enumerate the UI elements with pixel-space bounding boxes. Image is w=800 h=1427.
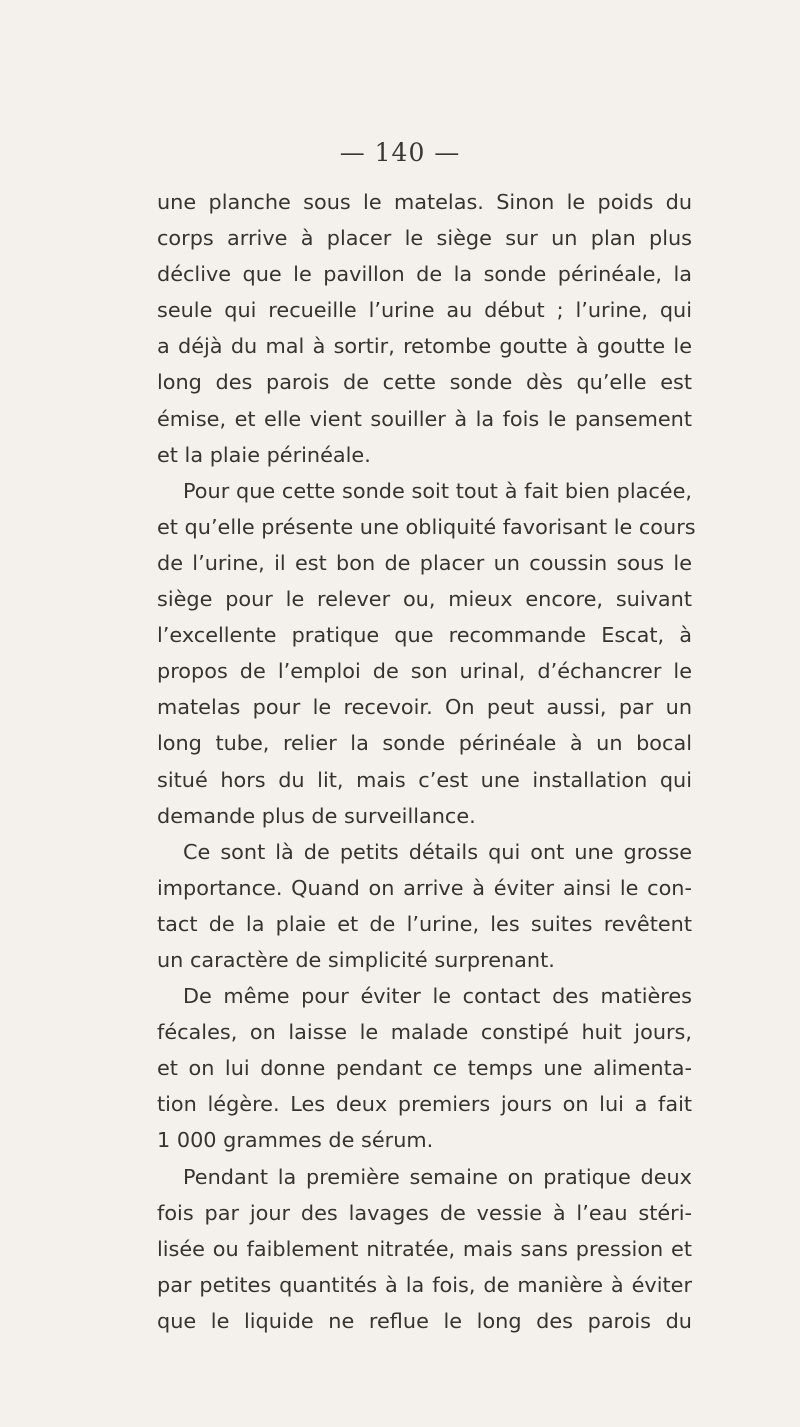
text-line: émise, et elle vient souiller à la fois le pansement: [157, 406, 692, 431]
page-body-text: [157, 184, 696, 1339]
text-line: De même pour éviter le contact des matières: [183, 984, 692, 1009]
text-line: fécales, on laisse le malade constipé huit jours,: [157, 1020, 692, 1045]
text-line: long des parois de cette sonde dès qu’elle est: [157, 370, 692, 395]
text-line: que le liquide ne reflue le long des parois du: [157, 1308, 692, 1333]
text-line: par petites quantités à la fois, de manière à éviter: [157, 1272, 692, 1297]
paragraph: [157, 1159, 692, 1339]
text-line: et on lui donne pendant ce temps une alimenta-: [157, 1056, 692, 1081]
text-line: siège pour le relever ou, mieux encore, suivant: [157, 587, 692, 612]
text-line: matelas pour le recevoir. On peut aussi, par un: [157, 695, 692, 720]
paragraph: [157, 978, 692, 1158]
paragraph: [157, 184, 692, 473]
text-line: tion légère. Les deux premiers jours on lui a fait: [157, 1092, 692, 1117]
text-line: et qu’elle présente une obliquité favorisant le cours: [157, 514, 696, 539]
text-line: un caractère de simplicité surprenant.: [157, 947, 555, 972]
text-line: Ce sont là de petits détails qui ont une grosse: [183, 839, 692, 864]
text-line: propos de l’emploi de son urinal, d’échancrer le: [157, 659, 692, 684]
text-line: Pour que cette sonde soit tout à fait bien placée,: [183, 478, 692, 503]
text-line: long tube, relier la sonde périnéale à un bocal: [157, 731, 692, 756]
text-line: lisée ou faiblement nitratée, mais sans pression et: [157, 1236, 692, 1261]
text-line: fois par jour des lavages de vessie à l’eau stéri-: [157, 1200, 692, 1225]
text-line: a déjà du mal à sortir, retombe goutte à goutte le: [157, 334, 692, 359]
text-line: corps arrive à placer le siège sur un plan plus: [157, 226, 692, 251]
text-line: et la plaie périnéale.: [157, 442, 371, 467]
paragraph: [157, 834, 692, 978]
text-line: tact de la plaie et de l’urine, les suites revêtent: [157, 911, 692, 936]
text-line: l’excellente pratique que recommande Escat, à: [157, 623, 692, 648]
text-line: demande plus de surveillance.: [157, 803, 476, 828]
text-line: 1 000 grammes de sérum.: [157, 1128, 434, 1153]
text-line: une planche sous le matelas. Sinon le poids du: [157, 190, 692, 214]
text-line: déclive que le pavillon de la sonde périnéale, la: [157, 262, 692, 287]
text-line: de l’urine, il est bon de placer un coussin sous le: [157, 550, 692, 575]
text-line: situé hors du lit, mais c’est une installation qui: [157, 767, 692, 792]
page-number-header: — 140 —: [339, 138, 461, 167]
paragraph: [157, 473, 696, 834]
text-line: Pendant la première semaine on pratique deux: [183, 1164, 692, 1189]
text-line: seule qui recueille l’urine au début ; l’urine, qui: [157, 298, 692, 323]
text-line: importance. Quand on arrive à éviter ainsi le con-: [157, 875, 692, 900]
